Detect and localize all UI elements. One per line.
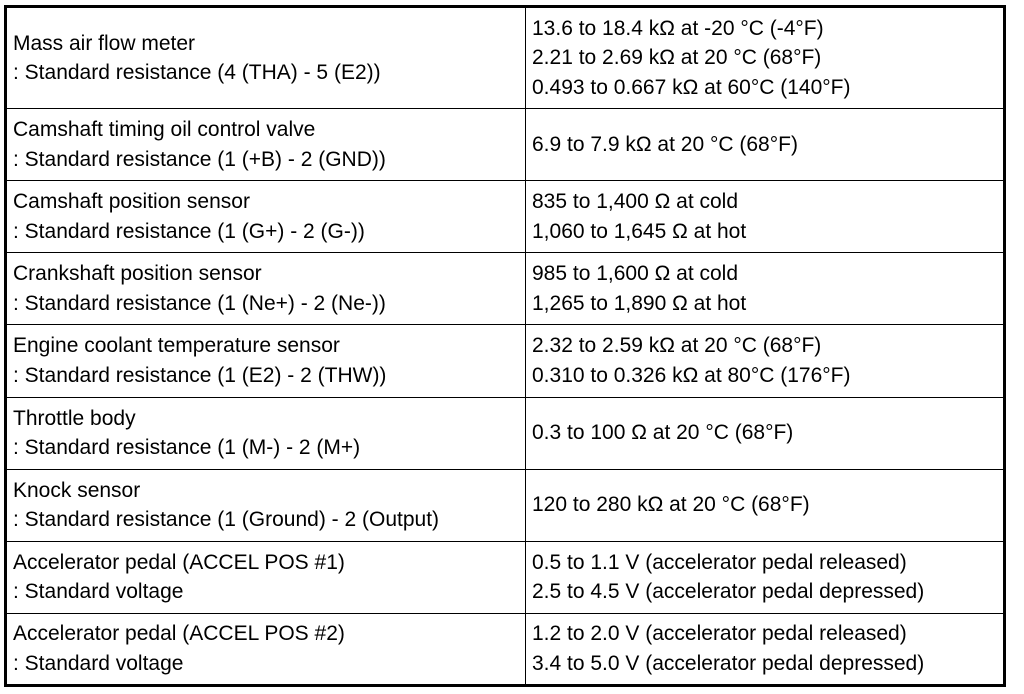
component-cell [6,541,526,613]
spec-line: 1,265 to 1,890 Ω at hot [532,291,747,315]
spec-line: 0.493 to 0.667 kΩ at 60°C (140°F) [532,75,851,99]
spec-cell [526,7,1005,109]
component-name: Camshaft timing oil control valve [13,118,316,142]
table-row [6,613,1005,685]
component-measurement: : Standard resistance (1 (+B) - 2 (GND)) [13,147,386,171]
spec-cell [526,469,1005,541]
spec-cell [526,109,1005,181]
component-cell [6,7,526,109]
spec-line: 1.2 to 2.0 V (accelerator pedal released) [532,622,907,646]
component-cell [6,253,526,325]
spec-line: 1,060 to 1,645 Ω at hot [532,219,747,243]
spec-line: 985 to 1,600 Ω at cold [532,262,739,286]
component-name: Crankshaft position sensor [13,262,262,286]
spec-line: 2.32 to 2.59 kΩ at 20 °C (68°F) [532,334,822,358]
spec-cell [526,253,1005,325]
spec-table-body [6,7,1005,686]
component-name: Accelerator pedal (ACCEL POS #1) [13,550,345,574]
component-cell [6,397,526,469]
component-measurement: : Standard resistance (1 (G+) - 2 (G-)) [13,219,365,243]
spec-line: 835 to 1,400 Ω at cold [532,190,739,214]
component-name: Throttle body [13,406,136,430]
spec-cell [526,397,1005,469]
component-measurement: : Standard resistance (1 (E2) - 2 (THW)) [13,363,387,387]
component-cell [6,613,526,685]
spec-cell [526,541,1005,613]
component-measurement: : Standard voltage [13,651,184,675]
component-measurement: : Standard resistance (4 (THA) - 5 (E2)) [13,61,381,85]
spec-line: 2.21 to 2.69 kΩ at 20 °C (68°F) [532,46,822,70]
component-name: Knock sensor [13,478,141,502]
table-row [6,469,1005,541]
component-measurement: : Standard resistance (1 (M-) - 2 (M+) [13,436,361,460]
component-cell [6,325,526,397]
table-row [6,541,1005,613]
spec-cell [526,181,1005,253]
table-row [6,7,1005,109]
table-row [6,253,1005,325]
table-row [6,397,1005,469]
component-name: Mass air flow meter [13,31,196,55]
spec-cell [526,325,1005,397]
component-name: Engine coolant temperature sensor [13,334,340,358]
spec-line: 0.3 to 100 Ω at 20 °C (68°F) [532,421,794,445]
table-row [6,109,1005,181]
table-row [6,181,1005,253]
spec-line: 3.4 to 5.0 V (accelerator pedal depressed) [532,651,925,675]
spec-cell [526,613,1005,685]
spec-line: 0.310 to 0.326 kΩ at 80°C (176°F) [532,363,851,387]
component-name: Accelerator pedal (ACCEL POS #2) [13,622,345,646]
component-measurement: : Standard voltage [13,580,184,604]
spec-line: 6.9 to 7.9 kΩ at 20 °C (68°F) [532,132,798,156]
component-measurement: : Standard resistance (1 (Ground) - 2 (Output) [13,508,440,532]
component-cell [6,109,526,181]
component-measurement: : Standard resistance (1 (Ne+) - 2 (Ne-)) [13,291,386,315]
spec-line: 120 to 280 kΩ at 20 °C (68°F) [532,493,810,517]
component-cell [6,181,526,253]
spec-line: 13.6 to 18.4 kΩ at -20 °C (-4°F) [532,16,824,40]
spec-line: 0.5 to 1.1 V (accelerator pedal released) [532,550,907,574]
spec-table [4,5,1006,687]
component-cell [6,469,526,541]
table-row [6,325,1005,397]
component-name: Camshaft position sensor [13,190,250,214]
spec-line: 2.5 to 4.5 V (accelerator pedal depressed) [532,580,925,604]
